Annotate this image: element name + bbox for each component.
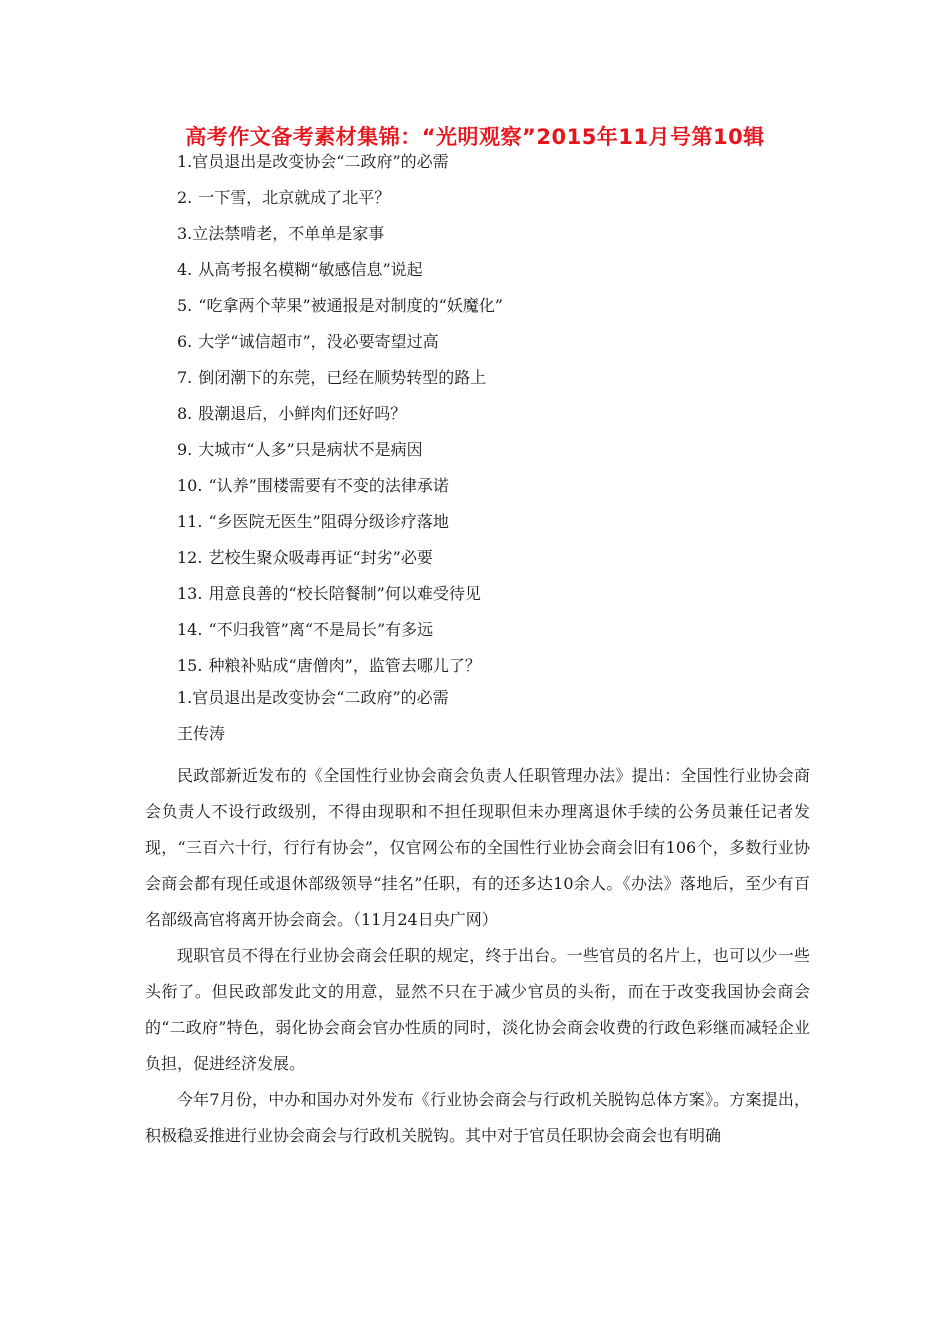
toc-item-number: 14. (177, 620, 203, 639)
toc-item (177, 222, 817, 258)
toc-item (177, 438, 817, 474)
toc-item-text: 官员退出是改变协会“二政府”的必需 (192, 152, 449, 171)
toc-item-text: 大城市“人多”只是病状不是病因 (198, 440, 423, 459)
toc-item (177, 366, 817, 402)
toc-item-text: 大学“诚信超市”，没必要寄望过高 (198, 332, 439, 351)
toc-item-text: 从高考报名模糊“敏感信息”说起 (198, 260, 423, 279)
toc-item-number: 6. (177, 332, 193, 351)
toc-item-number: 11. (177, 512, 203, 531)
toc-item-number: 10. (177, 476, 203, 495)
table-of-contents (177, 150, 817, 690)
toc-item (177, 618, 817, 654)
toc-item-text: 用意良善的“校长陪餐制”何以难受待见 (208, 584, 481, 603)
toc-item (177, 330, 817, 366)
article-body (145, 758, 810, 1154)
toc-item-number: 3. (177, 224, 193, 243)
toc-item (177, 654, 817, 690)
toc-item (177, 402, 817, 438)
toc-item-text: “认养”围楼需要有不变的法律承诺 (208, 476, 449, 495)
toc-item-text: 股潮退后，小鲜肉们还好吗？ (198, 404, 407, 423)
toc-item (177, 150, 817, 186)
toc-item-number: 1. (177, 152, 193, 171)
toc-item-number: 2. (177, 188, 193, 207)
toc-item (177, 294, 817, 330)
toc-item-number: 13. (177, 584, 203, 603)
toc-item-number: 7. (177, 368, 193, 387)
toc-item-number: 12. (177, 548, 203, 567)
document-title: 高考作文备考素材集锦：“光明观察”2015年11月号第10辑 (185, 125, 765, 149)
toc-item-text: 种粮补贴成“唐僧肉”，监管去哪儿了？ (208, 656, 481, 675)
toc-item-text: “不归我管”离“不是局长”有多远 (208, 620, 434, 639)
toc-item-text: 艺校生聚众吸毒再证“封劣”必要 (208, 548, 433, 567)
toc-item-text: “吃拿两个苹果”被通报是对制度的“妖魔化” (198, 296, 503, 315)
toc-item-text: “乡医院无医生”阻碍分级诊疗落地 (208, 512, 449, 531)
toc-item (177, 474, 817, 510)
article-author: 王传涛 (177, 724, 226, 743)
toc-item-number: 4. (177, 260, 193, 279)
toc-item-number: 15. (177, 656, 203, 675)
article-paragraph: 民政部新近发布的《全国性行业协会商会负责人任职管理办法》提出：全国性行业协会商会负责人不设行政级别，不得由现职和不担任现职但未办理离退休手续的公务员兼任记者发现，“三百六十行，行行有协会”，仅官网公布的全国性行业协会商会旧有106个，多数行业协会商会都有现任或退休部级领导“挂名”任职，有的还多达10余人。《办法》落地后，至少有百名部级高官将离开协会商会。（11月24日央广网） (145, 766, 810, 929)
toc-item (177, 186, 817, 222)
toc-item-number: 5. (177, 296, 193, 315)
article-paragraph: 现职官员不得在行业协会商会任职的规定，终于出台。一些官员的名片上，也可以少一些头衔了。但民政部发此文的用意，显然不只在于减少官员的头衔，而在于改变我国协会商会的“二政府”特色，弱化协会商会官办性质的同时，淡化协会商会收费的行政色彩继而减轻企业负担，促进经济发展。 (145, 946, 810, 1073)
toc-item (177, 582, 817, 618)
toc-item-number: 8. (177, 404, 193, 423)
toc-item (177, 546, 817, 582)
toc-item-text: 一下雪，北京就成了北平？ (198, 188, 391, 207)
toc-item-text: 倒闭潮下的东莞，已经在顺势转型的路上 (198, 368, 487, 387)
article-heading: 1.官员退出是改变协会“二政府”的必需 (177, 688, 449, 707)
toc-item-text: 立法禁啃老，不单单是家事 (192, 224, 385, 243)
article-paragraph: 今年7月份，中办和国办对外发布《行业协会商会与行政机关脱钩总体方案》。方案提出，积极稳妥推进行业协会商会与行政机关脱钩。其中对于官员任职协会商会也有明确 (145, 1090, 810, 1145)
toc-item-number: 9. (177, 440, 193, 459)
toc-item (177, 510, 817, 546)
toc-item (177, 258, 817, 294)
